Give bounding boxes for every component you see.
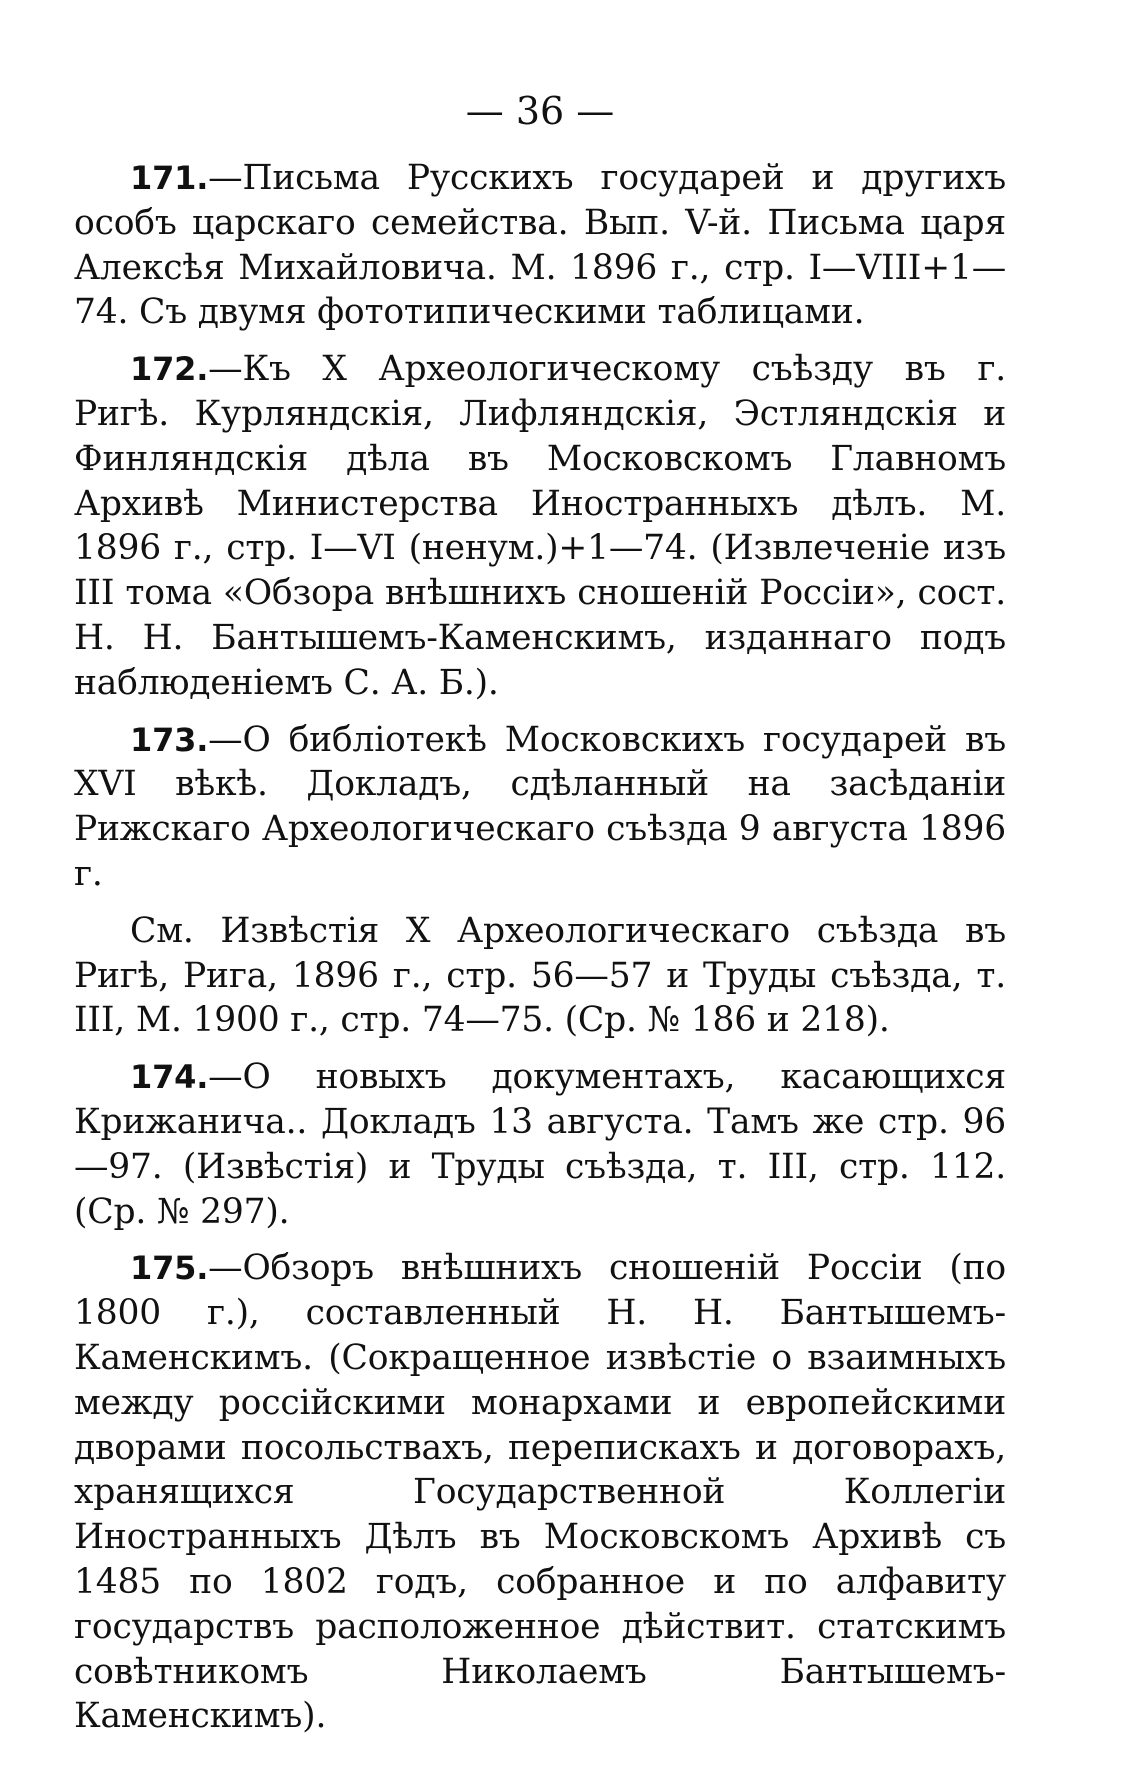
entry-number: 174. xyxy=(130,1058,209,1097)
entry-text: —Письма Русскихъ государей и другихъ особъ царскаго семейства. Вып. V-й. Письма царя Алексѣя Михайловича. М. 1896 г., стр. I—VIII+1—74. Съ двумя фототипическими таблицами. xyxy=(74,158,1006,333)
entry-174 xyxy=(74,1055,1006,1234)
page-number: — 36 — xyxy=(465,89,615,133)
entry-text: —Обзоръ внѣшнихъ сношеній Россіи (по 1800 г.), составленный Н. Н. Бантышемъ-Каменскимъ. (Сокращенное извѣстіе о взаимныхъ между россійскими монархами и европейскими дворами посольствахъ, перепискахъ и договорахъ, хранящихся Государственной Коллегіи Иностранныхъ Дѣлъ въ Московскомъ Архивѣ съ 1485 по 1802 годъ, собранное и по алфавиту государствъ расположенное дѣйствит. статскимъ совѣтникомъ Николаемъ Бантышемъ-Каменскимъ). xyxy=(74,1248,1006,1737)
entry-number: 173. xyxy=(130,720,209,759)
entry-172 xyxy=(74,347,1006,705)
entry-text: —О новыхъ документахъ, касающихся Крижанича.. Докладъ 13 августа. Тамъ же стр. 96—97. (Извѣстія) и Труды съѣзда, т. III, стр. 112. (Ср. № 297). xyxy=(74,1057,1006,1232)
entry-173 xyxy=(74,718,1006,897)
entry-text: См. Извѣстія X Археологическаго съѣзда въ Ригѣ, Рига, 1896 г., стр. 56—57 и Труды съѣзда, т. III, М. 1900 г., стр. 74—75. (Ср. № 186 и 218). xyxy=(74,910,1006,1041)
entry-173-see-also xyxy=(74,909,1006,1043)
entry-text: —О библіотекѣ Московскихъ государей въ XVI вѣкѣ. Докладъ, сдѣланный на засѣданіи Рижскаго Археологическаго съѣзда 9 августа 1896 г. xyxy=(74,719,1006,894)
entry-number: 171. xyxy=(130,159,209,197)
entry-text: —Къ X Археологическому съѣзду въ г. Ригѣ. Курляндскія, Лифляндскія, Эстляндскія и Финляндскія дѣла въ Московскомъ Главномъ Архивѣ Министерства Иностранныхъ дѣлъ. М. 1896 г., стр. I—VI (ненум.)+1—74. (Извлеченіе изъ III тома «Обзора внѣшнихъ сношеній Россіи», сост. Н. Н. Бантышемъ-Каменскимъ, изданнаго подъ наблюденіемъ С. А. Б.). xyxy=(74,349,1006,703)
entry-175 xyxy=(74,1246,1006,1739)
book-page xyxy=(74,88,1006,1751)
entry-171 xyxy=(74,156,1006,335)
entry-number: 175. xyxy=(130,1249,209,1288)
entry-number: 172. xyxy=(130,350,209,389)
